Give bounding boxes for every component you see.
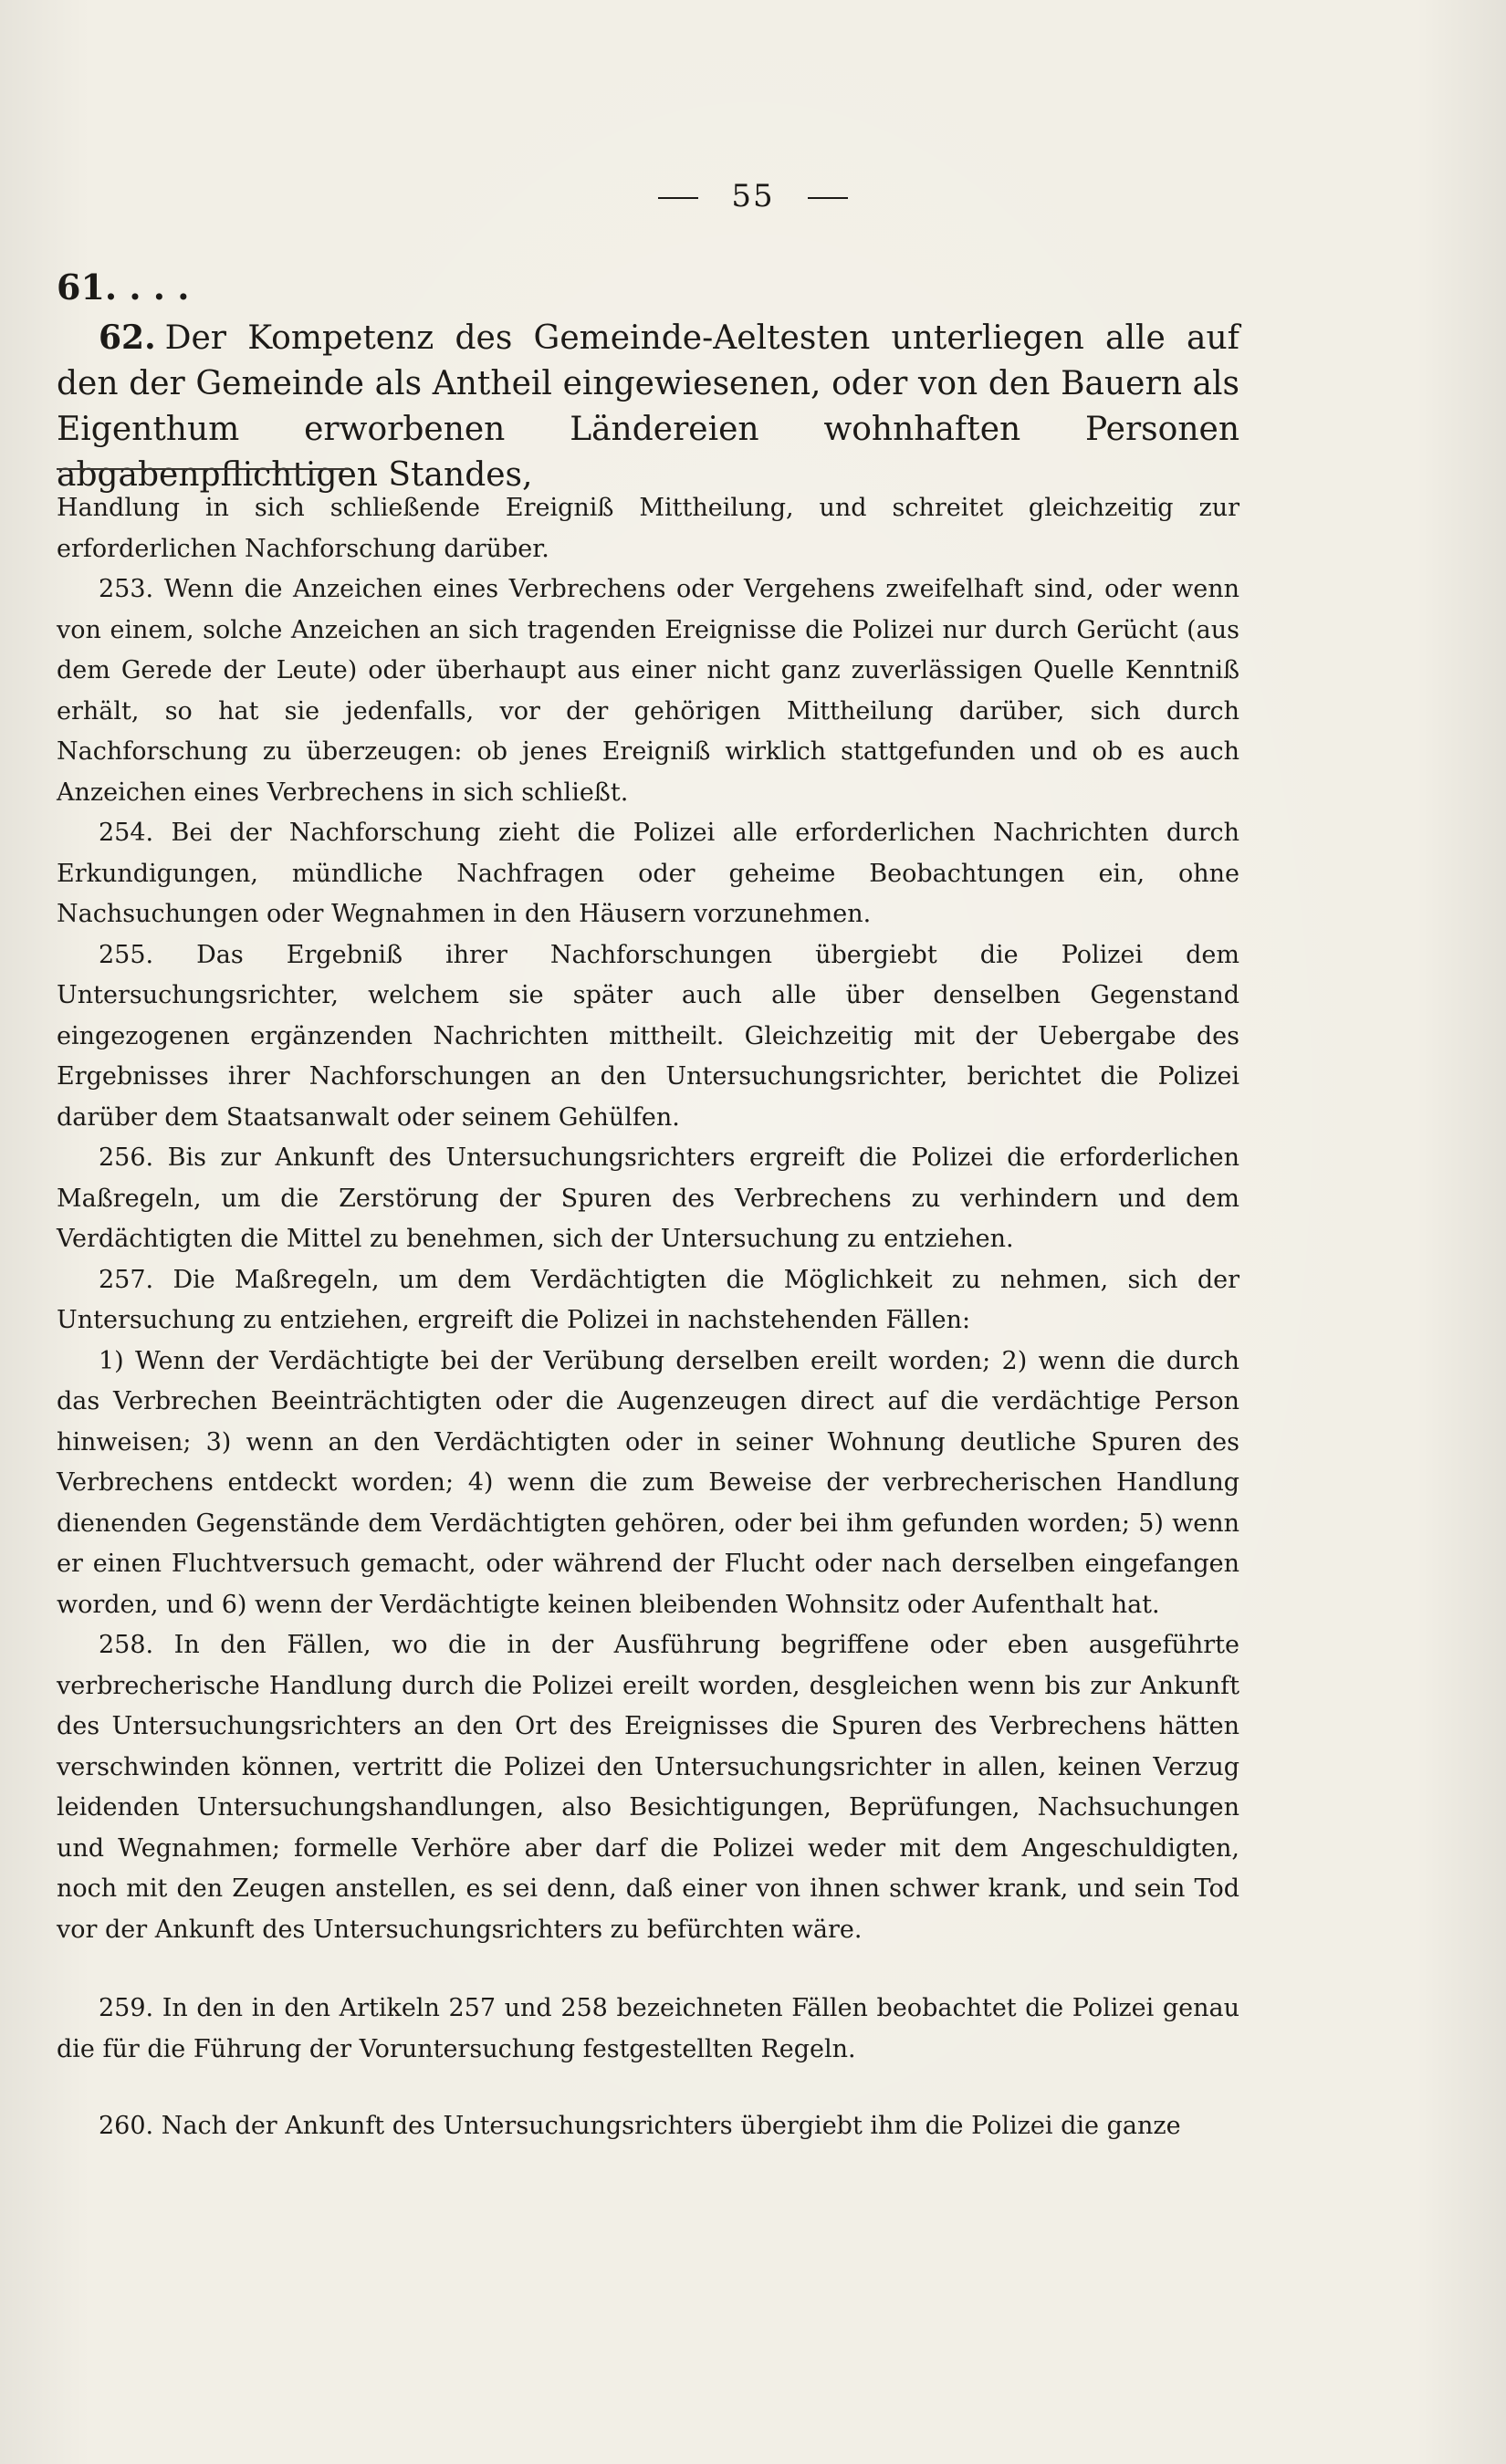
paragraph-255 (57, 935, 1239, 1139)
paragraph-text: Nach der Ankunft des Untersuchungsrichters übergiebt ihm die Polizei die ganze (161, 2112, 1181, 2140)
paragraph-text: Die Maßregeln, um dem Verdächtigten die Möglichkeit zu nehmen, sich der Untersuchung zu entziehen, ergreift die Polizei in nachstehenden Fällen: (57, 1265, 1239, 1334)
section-61-heading: 61. . . . (57, 266, 190, 308)
paragraph-number: 254. (99, 819, 154, 847)
paragraph-257-list (57, 1342, 1239, 1626)
paragraph-258 (57, 1625, 1239, 1950)
paragraph-text: Bis zur Ankunft des Untersuchungsrichters ergreift die Polizei die erforderlichen Maßregeln, um die Zerstörung der Spuren des Verbrechens zu verhindern und dem Verdächtigten die Mittel zu benehmen, sich der Untersuchung zu entziehen. (57, 1143, 1240, 1253)
page-number: 55 (731, 178, 775, 214)
paragraph-260 (57, 2106, 1239, 2147)
paragraph-text: 1) Wenn der Verdächtigte bei der Verübung derselben ereilt worden; 2) wenn die durch das Verbrechen Beeinträchtigten oder die Augenzeugen direct auf die verdächtige Person hinweisen; 3) wenn an den Verdächtigten oder in seiner Wohnung deutliche Spuren des Verbrechens entdeckt worden; 4) wenn die zum Beweise der verbrecherischen Handlung dienenden Gegenstände dem Verdächtigten gehören, oder bei ihm gefunden worden; 5) wenn er einen Fluchtversuch gemacht, oder während der Flucht oder nach derselben eingefangen worden, und 6) wenn der Verdächtigte keinen bleibenden Wohnsitz oder Aufenthalt hat. (57, 1346, 1239, 1619)
paragraph-text: Bei der Nachforschung zieht die Polizei alle erforderlichen Nachrichten durch Erkundigungen, mündliche Nachfragen oder geheime Beobachtungen ein, ohne Nachsuchungen oder Wegnahmen in den Häusern vorzunehmen. (57, 819, 1239, 928)
paragraph-253 (57, 569, 1239, 813)
upper-text-block (57, 260, 1239, 498)
section-62 (57, 315, 1239, 498)
section-62-text: Der Kompetenz des Gemeinde-Aeltesten unterliegen alle auf den der Gemeinde als Antheil eingewiesenen, oder von den Bauern als Eigenthum erworbenen Ländereien wohnhaften Personen abgabenpflichtigen Standes, (57, 319, 1239, 494)
paragraph-257 (57, 1260, 1239, 1342)
paragraph-number: 260. (99, 2112, 154, 2140)
separator-rule (57, 468, 349, 470)
paragraph-text: In den Fällen, wo die in der Ausführung begriffene oder eben ausgeführte verbrecherische Handlung durch die Polizei ereilt worden, desgleichen wenn bis zur Ankunft des Untersuchungsrichters an den Ort des Ereignisses die Spuren des Verbrechens hätten verschwinden können, vertritt die Polizei den Untersuchungsrichter in allen, keinen Verzug leidenden Untersuchungshandlungen, also Besichtigungen, Beprüfungen, Nachsuchungen und Wegnahmen; formelle Verhöre aber darf die Polizei weder mit dem Angeschuldigten, noch mit den Zeugen anstellen, es sei denn, daß einer von ihnen schwer krank, und sein Tod vor der Ankunft des Untersuchungsrichters zu befürchten wäre. (57, 1631, 1239, 1944)
page-header (0, 178, 1506, 214)
section-62-number: 62. (99, 318, 156, 357)
paragraph-number: 256. (99, 1143, 154, 1172)
paragraph-number: 259. (99, 1994, 154, 2022)
paragraph-number: 255. (99, 940, 154, 969)
paragraph-number: 258. (99, 1631, 154, 1659)
paragraph-259 (57, 1989, 1239, 2070)
main-text-block (57, 488, 1239, 2147)
paragraph-text: Das Ergebniß ihrer Nachforschungen übergiebt die Polizei dem Untersuchungsrichter, welchem sie später auch alle über denselben Gegenstand eingezogenen ergänzenden Nachrichten mittheilt. Gleichzeitig mit der Uebergabe des Ergebnisses ihrer Nachforschungen an den Untersuchungsrichter, berichtet die Polizei darüber dem Staatsanwalt oder seinem Gehülfen. (57, 940, 1239, 1132)
paragraph-text: In den in den Artikeln 257 und 258 bezeichneten Fällen beobachtet die Polizei genau die für die Führung der Voruntersuchung festgestellten Regeln. (57, 1994, 1239, 2063)
header-dash-left (658, 197, 698, 199)
paragraph-number: 257. (99, 1265, 154, 1294)
header-dash-right (808, 197, 848, 199)
paragraph-number: 253. (99, 575, 154, 603)
paragraph-text: Wenn die Anzeichen eines Verbrechens oder Vergehens zweifelhaft sind, oder wenn von einem, solche Anzeichen an sich tragenden Ereignisse die Polizei nur durch Gerücht (aus dem Gerede der Leute) oder überhaupt aus einer nicht ganz zuverlässigen Quelle Kenntniß erhält, so hat sie jedenfalls, vor der gehörigen Mittheilung darüber, sich durch Nachforschung zu überzeugen: ob jenes Ereigniß wirklich stattgefunden und ob es auch Anzeichen eines Verbrechens in sich schließt. (57, 575, 1239, 807)
continuation-paragraph: Handlung in sich schließende Ereigniß Mittheilung, und schreitet gleichzeitig zur erforderlichen Nachforschung darüber. (57, 494, 1239, 563)
paragraph-256 (57, 1138, 1239, 1260)
paragraph-254 (57, 813, 1239, 935)
